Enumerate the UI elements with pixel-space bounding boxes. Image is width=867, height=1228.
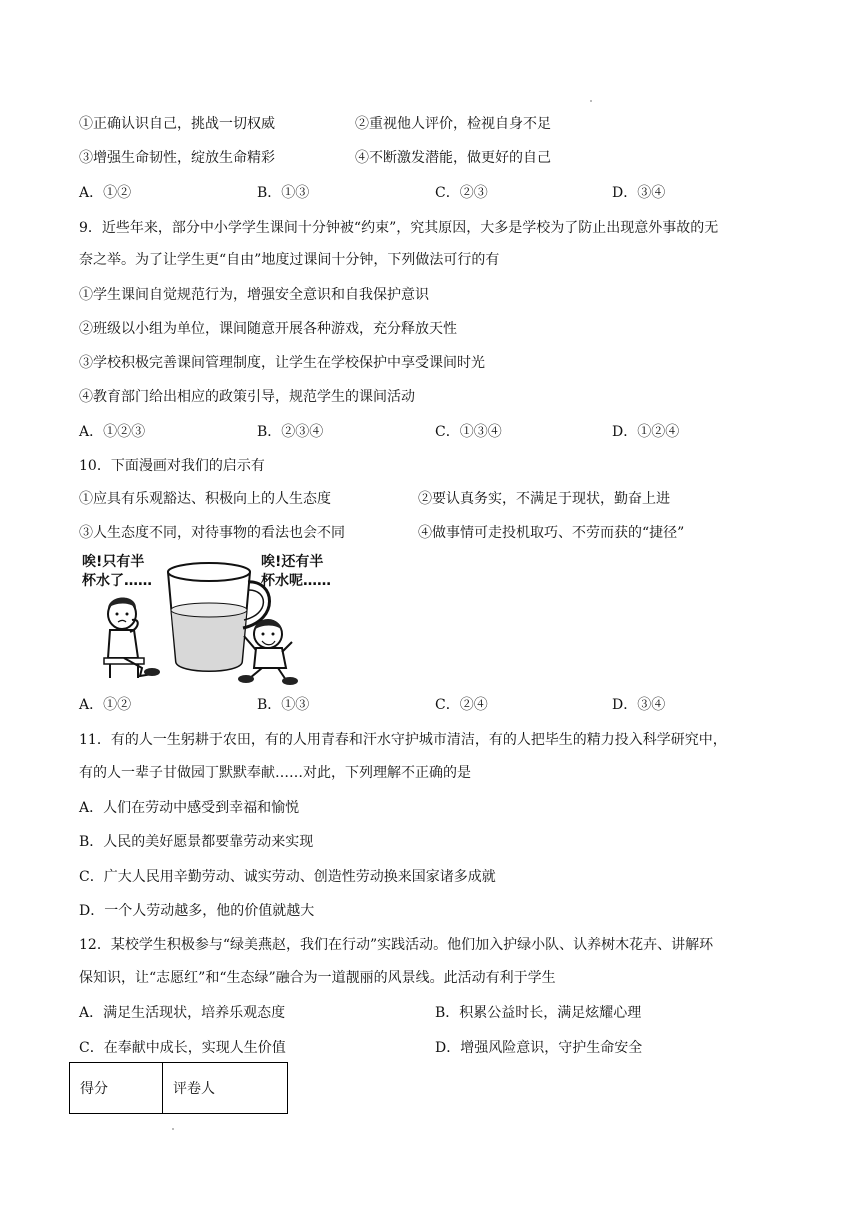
q11-option-d: D．一个人劳动越多，他的价值就越大 [79, 903, 315, 919]
q8-option-a: A．①② [79, 185, 132, 201]
q8-statement-2: ②重视他人评价，检视自身不足 [355, 116, 551, 132]
left-speech-text [82, 553, 152, 589]
q12-option-a: A．满足生活现状，培养乐观态度 [79, 1005, 286, 1021]
right-bubble-line2: 杯水呢…… [261, 573, 331, 589]
q9-stem-line1: 9．近些年来，部分中小学学生课间十分钟被“约束”，究其原因，大多是学校为了防止出现意外事故的无 [79, 220, 719, 236]
q8-option-d: D．③④ [612, 185, 666, 201]
q9-option-c: C．①③④ [435, 424, 502, 440]
left-bubble-line2: 杯水了…… [82, 573, 152, 589]
q9-statement-4: ④教育部门给出相应的政策引导，规范学生的课间活动 [79, 389, 415, 405]
q8-option-b: B．①③ [257, 185, 310, 201]
q10-stem: 10．下面漫画对我们的启示有 [79, 458, 265, 474]
q10-option-c: C．②④ [435, 697, 488, 713]
q12-option-d: D．增强风险意识，守护生命安全 [435, 1040, 643, 1056]
half-glass-comic [80, 550, 340, 685]
q10-statement-1: ①应具有乐观豁达、积极向上的人生态度 [79, 491, 331, 507]
score-table [69, 1062, 288, 1114]
q8-option-c: C．②③ [435, 185, 488, 201]
pessimistic-boy [104, 598, 160, 679]
q9-option-a: A．①②③ [79, 424, 146, 440]
q12-stem-line1: 12．某校学生积极参与“绿美燕赵，我们在行动”实践活动。他们加入护绿小队、认养树木花卉、讲解环 [79, 937, 714, 953]
scan-dot [590, 100, 592, 102]
q11-stem-line1: 11．有的人一生躬耕于农田，有的人用青春和汗水守护城市清洁，有的人把毕生的精力投入科学研究中， [79, 732, 727, 748]
q11-option-c: C．广大人民用辛勤劳动、诚实劳动、创造性劳动换来国家诸多成就 [79, 869, 496, 885]
score-table-row [70, 1063, 288, 1114]
optimistic-boy [238, 620, 298, 686]
right-bubble-line1: 唉!还有半 [261, 554, 324, 570]
q9-option-b: B．②③④ [257, 424, 324, 440]
q8-statement-1: ①正确认识自己，挑战一切权威 [79, 116, 275, 132]
q11-option-b: B．人民的美好愿景都要靠劳动来实现 [79, 834, 314, 850]
score-label-cell: 得分 [70, 1063, 163, 1114]
q9-stem-line2: 奈之举。为了让学生更“自由”地度过课间十分钟，下列做法可行的有 [79, 252, 500, 268]
q10-option-a: A．①② [79, 697, 132, 713]
q10-statement-3: ③人生态度不同，对待事物的看法也会不同 [79, 525, 345, 541]
q9-statement-2: ②班级以小组为单位，课间随意开展各种游戏，充分释放天性 [79, 321, 457, 337]
mug-illustration [168, 563, 270, 671]
q12-option-b: B．积累公益时长，满足炫耀心理 [435, 1005, 642, 1021]
q8-statement-4: ④不断激发潜能，做更好的自己 [355, 150, 551, 166]
q8-statement-3: ③增强生命韧性，绽放生命精彩 [79, 150, 275, 166]
q12-stem-line2: 保知识，让“志愿红”和“生态绿”融合为一道靓丽的风景线。此活动有利于学生 [79, 970, 556, 986]
q10-statement-4: ④做事情可走投机取巧、不劳而获的“捷径” [418, 525, 685, 541]
q11-option-a: A．人们在劳动中感受到幸福和愉悦 [79, 800, 300, 816]
q9-statement-1: ①学生课间自觉规范行为，增强安全意识和自我保护意识 [79, 287, 429, 303]
scan-dot [172, 1128, 174, 1130]
q9-statement-3: ③学校积极完善课间管理制度，让学生在学校保护中享受课间时光 [79, 355, 485, 371]
left-bubble-line1: 唉!只有半 [82, 554, 145, 570]
q10-option-b: B．①③ [257, 697, 310, 713]
q11-stem-line2: 有的人一辈子甘做园丁默默奉献……对此，下列理解不正确的是 [79, 765, 471, 781]
grader-label-cell: 评卷人 [163, 1063, 288, 1114]
q10-option-d: D．③④ [612, 697, 666, 713]
q12-option-c: C．在奉献中成长，实现人生价值 [79, 1040, 286, 1056]
right-speech-text [261, 553, 331, 589]
q9-option-d: D．①②④ [612, 424, 680, 440]
q10-statement-2: ②要认真务实，不满足于现状，勤奋上进 [418, 491, 670, 507]
